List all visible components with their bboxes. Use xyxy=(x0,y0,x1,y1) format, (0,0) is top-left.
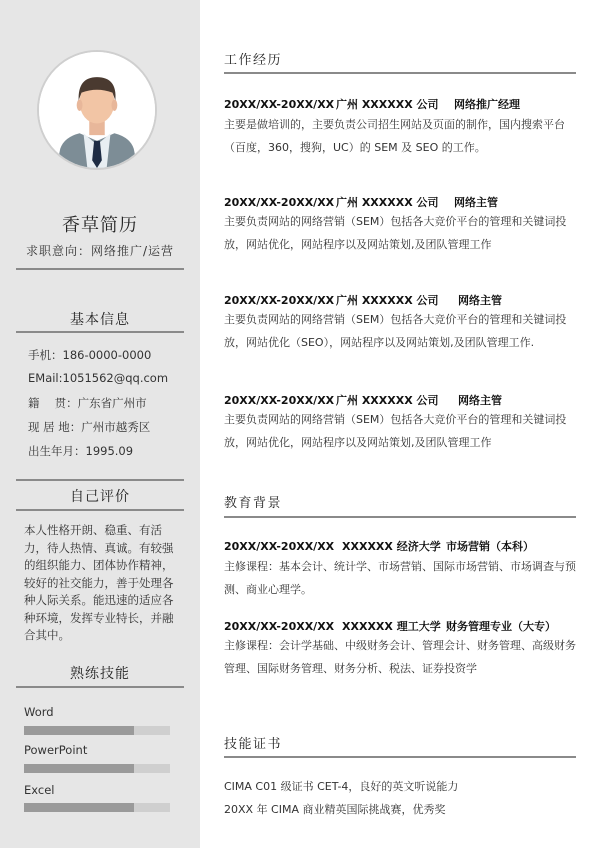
date-range: 20XX/XX-20XX/XX xyxy=(224,540,335,553)
divider xyxy=(16,268,184,270)
education-entry-desc: 主修课程：基本会计、统计学、市场营销、国际市场营销、市场调查与预测、商业心理学。 xyxy=(224,560,576,596)
skill-bar-fill xyxy=(24,764,134,773)
skill-label: Word xyxy=(24,705,54,719)
work-entry-header xyxy=(224,292,502,308)
residence-line: 现 居 地：广州市越秀区 xyxy=(28,420,151,434)
major: 财务管理专业（大专） xyxy=(446,620,556,633)
date-range: 20XX/XX-20XX/XX xyxy=(224,294,335,307)
resume-name: 香草简历 xyxy=(62,215,138,236)
date-range: 20XX/XX-20XX/XX xyxy=(224,394,335,407)
role: 网络推广经理 xyxy=(454,98,520,111)
skill-bar xyxy=(24,726,170,735)
work-entry-desc: 主要负责网站的网络营销（SEM）包括各大竞价平台的管理和关键词投放，网站优化，网站程序以及网站策划,及团队管理工作 xyxy=(224,413,567,449)
cert-line: CIMA C01 级证书 CET-4，良好的英文听说能力 xyxy=(224,780,459,793)
work-entry-desc: 主要负责网站的网络营销（SEM）包括各大竞价平台的管理和关键词投放，网站优化，网站程序以及网站策划,及团队管理工作 xyxy=(224,215,567,251)
email-line: EMail:1051562@qq.com xyxy=(28,371,169,385)
date-range: 20XX/XX-20XX/XX xyxy=(224,98,335,111)
company: 广州 XXXXXX 公司 xyxy=(336,98,439,111)
skill-bar xyxy=(24,803,170,812)
skill-label: PowerPoint xyxy=(24,743,88,757)
divider xyxy=(16,479,184,481)
divider xyxy=(224,756,576,758)
work-entry-header xyxy=(224,392,502,408)
education-entry-header xyxy=(224,538,534,554)
major: 市场营销（本科） xyxy=(446,540,534,553)
cert-line: 20XX 年 CIMA 商业精英国际挑战赛，优秀奖 xyxy=(224,803,446,816)
company: 广州 XXXXXX 公司 xyxy=(336,196,439,209)
basic-info-heading: 基本信息 xyxy=(70,312,130,328)
date-range: 20XX/XX-20XX/XX xyxy=(224,620,335,633)
divider xyxy=(16,331,184,333)
divider xyxy=(224,516,576,518)
skill-label: Excel xyxy=(24,783,55,797)
date-range: 20XX/XX-20XX/XX xyxy=(224,196,335,209)
divider xyxy=(16,509,184,511)
work-entry-header xyxy=(224,194,498,210)
education-entry-header xyxy=(224,618,556,634)
role: 网络主管 xyxy=(454,196,498,209)
person-avatar-icon xyxy=(39,52,155,168)
education-entry-desc: 主修课程：会计学基础、中级财务会计、管理会计、财务管理、高级财务管理、国际财务管理、财务分析、税法、证券投资学 xyxy=(224,639,576,675)
education-heading: 教育背景 xyxy=(224,496,283,511)
role: 网络主管 xyxy=(458,394,502,407)
school: XXXXXX 理工大学 xyxy=(342,620,441,633)
skills-heading: 熟练技能 xyxy=(70,666,130,682)
hometown-line: 籍 贯：广东省广州市 xyxy=(28,396,147,410)
divider xyxy=(16,686,184,688)
job-objective: 求职意向：网络推广/运营 xyxy=(25,244,175,258)
skill-bar-fill xyxy=(24,803,134,812)
role: 网络主管 xyxy=(458,294,502,307)
work-heading: 工作经历 xyxy=(224,53,283,68)
work-entry-header xyxy=(224,96,520,112)
divider xyxy=(224,72,576,74)
school: XXXXXX 经济大学 xyxy=(342,540,441,553)
company: 广州 XXXXXX 公司 xyxy=(336,294,439,307)
company: 广州 XXXXXX 公司 xyxy=(336,394,439,407)
skill-bar-fill xyxy=(24,726,134,735)
avatar xyxy=(37,50,157,170)
skill-bar xyxy=(24,764,170,773)
certs-heading: 技能证书 xyxy=(224,737,283,752)
phone-line: 手机：186-0000-0000 xyxy=(28,348,152,362)
self-eval-text: 本人性格开朗、稳重、有活力，待人热情、真诚。有较强的组织能力、团体协作精神，较好的社交能力，善于处理各种人际关系。能迅速的适应各种环境，发挥专业特长，并融合其中。 xyxy=(24,523,174,642)
birth-line: 出生年月：1995.09 xyxy=(28,444,134,458)
work-entry-desc: 主要负责网站的网络营销（SEM）包括各大竞价平台的管理和关键词投放，网站优化（SEO），网站程序以及网站策划,及团队管理工作. xyxy=(224,313,567,349)
sidebar xyxy=(0,0,200,848)
self-eval-heading: 自己评价 xyxy=(70,489,130,505)
work-entry-desc: 主要是做培训的，主要负责公司招生网站及页面的制作，国内搜索平台（百度，360，搜狗，UC）的 SEM 及 SEO 的工作。 xyxy=(224,118,565,154)
